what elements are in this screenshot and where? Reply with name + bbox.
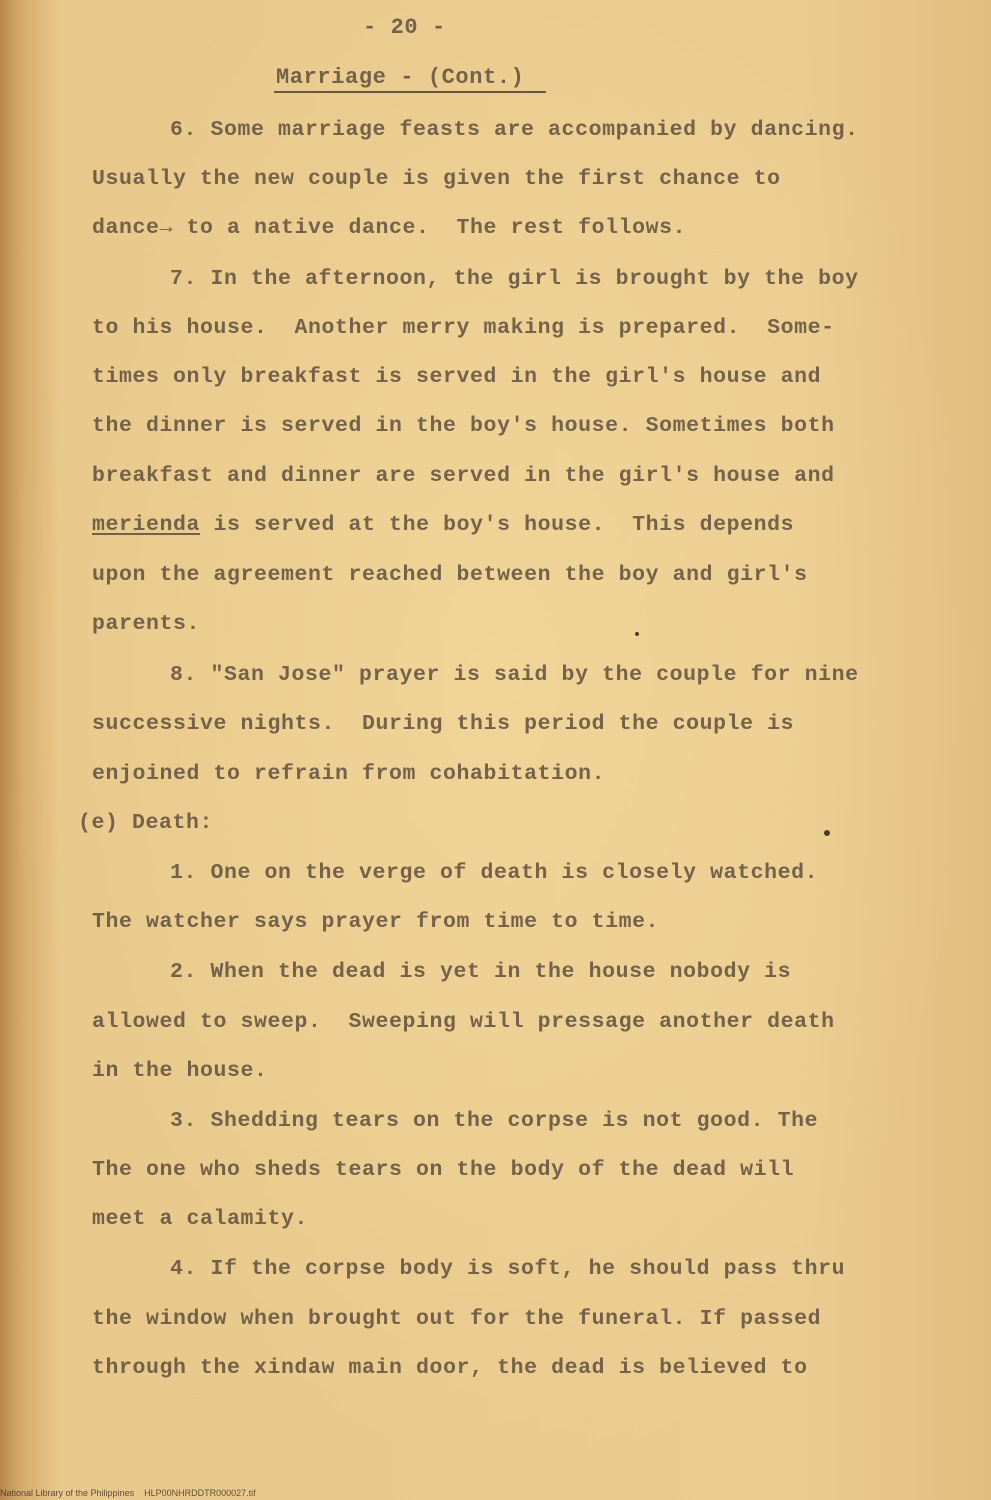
title-underline bbox=[274, 91, 546, 93]
item-4-line-3-start: through the bbox=[92, 1356, 255, 1380]
death-item-1-line-1: 1. One on the verge of death is closely watched. bbox=[170, 861, 819, 885]
death-item-3-line-2: The one who sheds tears on the body of the dead will bbox=[92, 1158, 795, 1182]
marriage-item-6-line-1: 6. Some marriage feasts are accompanied by dancing. bbox=[170, 118, 859, 142]
marriage-item-7-line-2: to his house. Another merry making is prepared. Some- bbox=[92, 316, 835, 340]
struck-word: xindaw bbox=[254, 1356, 336, 1380]
merienda-line-rest: is served at the boy's house. This depends bbox=[200, 513, 795, 537]
marriage-item-8-line-3: enjoined to refrain from cohabitation. bbox=[92, 762, 606, 786]
death-item-3-line-1: 3. Shedding tears on the corpse is not good. The bbox=[170, 1109, 819, 1133]
ink-speck bbox=[635, 632, 639, 636]
marriage-item-8-line-2: successive nights. During this period the couple is bbox=[92, 712, 795, 736]
death-item-1-line-2: The watcher says prayer from time to time. bbox=[92, 910, 660, 934]
marriage-item-6-line-3: dance→ to a native dance. The rest follows. bbox=[92, 216, 687, 240]
death-item-4-line-3 bbox=[92, 1358, 808, 1380]
death-item-4-line-1: 4. If the corpse body is soft, he should pass thru bbox=[170, 1257, 846, 1281]
marriage-item-6-line-2: Usually the new couple is given the first chance to bbox=[92, 167, 781, 191]
death-item-2-line-2: allowed to sweep. Sweeping will pressage another death bbox=[92, 1010, 835, 1034]
page-number: - 20 - bbox=[363, 15, 446, 40]
marriage-item-7-line-1: 7. In the afternoon, the girl is brought by the boy bbox=[170, 267, 859, 291]
death-heading: (e) Death: bbox=[78, 811, 214, 835]
marriage-item-8-line-1: 8. "San Jose" prayer is said by the couple for nine bbox=[170, 663, 859, 687]
death-item-4-line-2: the window when brought out for the funeral. If passed bbox=[92, 1307, 822, 1331]
death-item-2-line-3: in the house. bbox=[92, 1059, 268, 1083]
marriage-item-7-line-4: the dinner is served in the boy's house. Sometimes both bbox=[92, 414, 835, 438]
marriage-item-7-line-7: upon the agreement reached between the boy and girl's bbox=[92, 563, 808, 587]
marriage-item-7-line-3: times only breakfast is served in the girl's house and bbox=[92, 365, 822, 389]
marriage-item-7-line-6 bbox=[92, 515, 794, 537]
scan-footer: National Library of the Philippines HLP00NHRDDTR000027.tif bbox=[0, 1488, 256, 1498]
ink-speck bbox=[824, 830, 830, 836]
death-item-2-line-1: 2. When the dead is yet in the house nobody is bbox=[170, 960, 792, 984]
merienda-term: merienda bbox=[92, 513, 201, 537]
section-title: Marriage - (Cont.) bbox=[276, 65, 525, 90]
marriage-item-7-line-8: parents. bbox=[92, 612, 201, 636]
marriage-item-7-line-5: breakfast and dinner are served in the girl's house and bbox=[92, 464, 835, 488]
death-item-3-line-3: meet a calamity. bbox=[92, 1207, 309, 1231]
item-4-line-3-end: main door, the dead is believed to bbox=[335, 1356, 808, 1380]
